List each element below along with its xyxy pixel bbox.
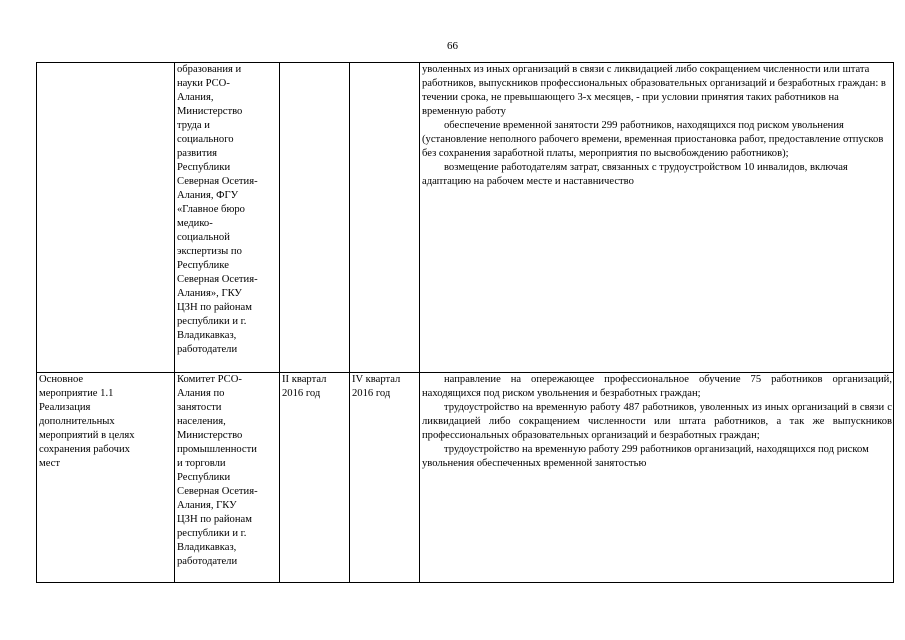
start-date-cell: [280, 63, 350, 373]
responsible-line: Владикавказ,: [177, 330, 237, 341]
responsible-line: работодатели: [177, 344, 238, 355]
responsible-line: ЦЗН по районам: [177, 514, 252, 525]
responsible-line: ЦЗН по районам: [177, 302, 252, 313]
responsible-line: промышленности: [177, 444, 257, 455]
responsible-line: труда и: [177, 120, 210, 131]
responsible-line: Северная Осетия-: [177, 176, 258, 187]
responsible-line: Республики: [177, 162, 231, 173]
responsible-line: науки РСО-: [177, 78, 230, 89]
result-paragraph: возмещение работодателям затрат, связанных с трудоустройством 10 инвалидов, включая адаптацию на рабочем месте и наставничество: [422, 162, 848, 187]
responsible-cell: [175, 373, 280, 583]
responsible-line: Алания, ФГУ: [177, 190, 239, 201]
activities-table: [36, 62, 894, 583]
responsible-line: Алания», ГКУ: [177, 288, 242, 299]
responsible-line: работодатели: [177, 556, 238, 567]
end-date-line: 2016 год: [352, 388, 391, 399]
responsible-line: Северная Осетия-: [177, 486, 258, 497]
activity-line: Реализация: [39, 402, 91, 413]
responsible-line: республики и г.: [177, 316, 247, 327]
results-cell: [420, 373, 894, 583]
activity-cell: [37, 63, 175, 373]
responsible-line: социальной: [177, 232, 230, 243]
start-date-cell: [280, 373, 350, 583]
responsible-line: Республике: [177, 260, 229, 271]
activity-line: мест: [39, 458, 61, 469]
end-date-cell: [350, 373, 420, 583]
start-date-line: II квартал: [282, 374, 327, 385]
activity-line: дополнительных: [39, 416, 115, 427]
result-paragraph: трудоустройство на временную работу 487 работников, уволенных из иных организаций в связи с ликвидацией либо сокращением численности или штата работников, а так же выпускников профессиональных образовательных организаций и безработных граждан;: [422, 402, 892, 441]
responsible-line: Алания по: [177, 388, 225, 399]
table-row: [37, 373, 894, 583]
activity-line: мероприятие 1.1: [39, 388, 114, 399]
responsible-line: Северная Осетия-: [177, 274, 258, 285]
table-row: [37, 63, 894, 373]
responsible-line: занятости: [177, 402, 222, 413]
end-date-line: IV квартал: [352, 374, 401, 385]
responsible-line: Алания, ГКУ: [177, 500, 237, 511]
result-paragraph: уволенных из иных организаций в связи с ликвидацией либо сокращением численности или штата работников, выпускников профессиональных образовательных организаций и безработных граждан: в течении срока, не превышающего 3-х месяцев, - при условии принятия таких работников на временную работу: [422, 64, 886, 117]
responsible-line: образования и: [177, 64, 242, 75]
responsible-line: населения,: [177, 416, 226, 427]
activity-line: сохранения рабочих: [39, 444, 130, 455]
result-paragraph: обеспечение временной занятости 299 работников, находящихся под риском увольнения (установление неполного рабочего времени, временная приостановка работ, предоставление отпусков без сохранения заработной платы, мероприятия по высвобождению работников);: [422, 120, 884, 159]
responsible-line: Комитет РСО-: [177, 374, 242, 385]
activity-cell: [37, 373, 175, 583]
responsible-line: Министерство: [177, 430, 243, 441]
responsible-line: «Главное бюро: [177, 204, 245, 215]
responsible-line: Республики: [177, 472, 231, 483]
responsible-line: Министерство: [177, 106, 243, 117]
responsible-line: развития: [177, 148, 218, 159]
activity-line: мероприятий в целях: [39, 430, 135, 441]
responsible-line: Владикавказ,: [177, 542, 237, 553]
end-date-cell: [350, 63, 420, 373]
responsible-line: социального: [177, 134, 234, 145]
page-number: 66: [447, 40, 458, 52]
results-cell: [420, 63, 894, 373]
result-paragraph: направление на опережающее профессиональное обучение 75 работников организаций, находящихся под риском увольнения и безработных граждан;: [422, 374, 892, 399]
responsible-line: Алания,: [177, 92, 214, 103]
start-date-line: 2016 год: [282, 388, 321, 399]
responsible-line: медико-: [177, 218, 213, 229]
responsible-cell: [175, 63, 280, 373]
result-paragraph: трудоустройство на временную работу 299 работников организаций, находящихся под риском увольнения обеспеченных временной занятостью: [422, 444, 869, 469]
activity-line: Основное: [39, 374, 84, 385]
responsible-line: и торговли: [177, 458, 226, 469]
responsible-line: республики и г.: [177, 528, 247, 539]
responsible-line: экспертизы по: [177, 246, 242, 257]
